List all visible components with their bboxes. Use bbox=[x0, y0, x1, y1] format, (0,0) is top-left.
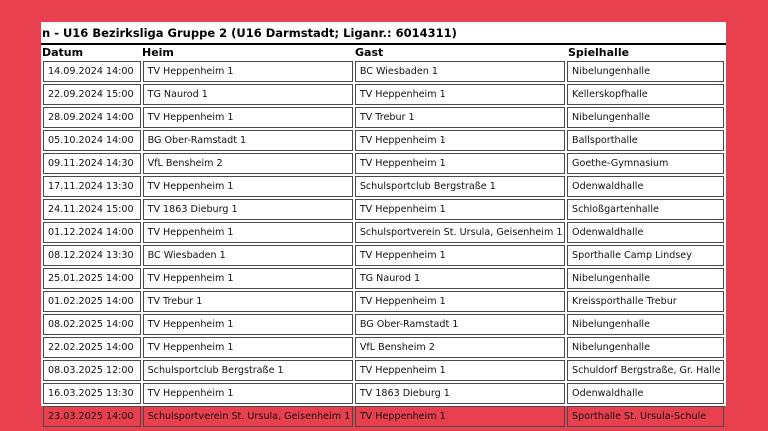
cell-heim: TV Heppenheim 1 bbox=[143, 222, 353, 243]
table-row bbox=[43, 360, 724, 381]
table-row bbox=[43, 337, 724, 358]
fixtures-table bbox=[41, 59, 726, 429]
cell-spielhalle: Sporthalle St. Ursula-Schule bbox=[567, 406, 724, 427]
cell-heim: Schulsportclub Bergstraße 1 bbox=[143, 360, 353, 381]
cell-datum: 08.03.2025 12:00 bbox=[43, 360, 141, 381]
cell-spielhalle: Nibelungenhalle bbox=[567, 314, 724, 335]
cell-heim: TV Heppenheim 1 bbox=[143, 383, 353, 404]
cell-datum: 01.02.2025 14:00 bbox=[43, 291, 141, 312]
cell-spielhalle: Schuldorf Bergstraße, Gr. Halle bbox=[567, 360, 724, 381]
cell-gast: TV Trebur 1 bbox=[355, 107, 565, 128]
table-row bbox=[43, 268, 724, 289]
cell-gast: BG Ober-Ramstadt 1 bbox=[355, 314, 565, 335]
cell-heim: Schulsportverein St. Ursula, Geisenheim 1 bbox=[143, 406, 353, 427]
cell-gast: Schulsportclub Bergstraße 1 bbox=[355, 176, 565, 197]
cell-datum: 23.03.2025 14:00 bbox=[43, 406, 141, 427]
cell-datum: 22.09.2024 15:00 bbox=[43, 84, 141, 105]
cell-datum: 09.11.2024 14:30 bbox=[43, 153, 141, 174]
cell-spielhalle: Nibelungenhalle bbox=[567, 268, 724, 289]
cell-gast: TV Heppenheim 1 bbox=[355, 245, 565, 266]
table-row bbox=[43, 61, 724, 82]
cell-spielhalle: Odenwaldhalle bbox=[567, 176, 724, 197]
table-row bbox=[43, 199, 724, 220]
table-row bbox=[43, 245, 724, 266]
cell-heim: VfL Bensheim 2 bbox=[143, 153, 353, 174]
cell-gast: BC Wiesbaden 1 bbox=[355, 61, 565, 82]
cell-datum: 08.02.2025 14:00 bbox=[43, 314, 141, 335]
cell-spielhalle: Nibelungenhalle bbox=[567, 337, 724, 358]
cell-datum: 25.01.2025 14:00 bbox=[43, 268, 141, 289]
league-title: n - U16 Bezirksliga Gruppe 2 (U16 Darmstadt; Liganr.: 6014311) bbox=[42, 26, 457, 40]
cell-gast: TV 1863 Dieburg 1 bbox=[355, 383, 565, 404]
cell-heim: TV Heppenheim 1 bbox=[143, 61, 353, 82]
cell-datum: 28.09.2024 14:00 bbox=[43, 107, 141, 128]
cell-heim: TV Heppenheim 1 bbox=[143, 176, 353, 197]
cell-gast: TV Heppenheim 1 bbox=[355, 199, 565, 220]
cell-gast: TG Naurod 1 bbox=[355, 268, 565, 289]
cell-datum: 08.12.2024 13:30 bbox=[43, 245, 141, 266]
cell-heim: TV Heppenheim 1 bbox=[143, 107, 353, 128]
column-header-spielhalle: Spielhalle bbox=[568, 46, 630, 59]
column-header-gast: Gast bbox=[355, 46, 384, 59]
cell-spielhalle: Sporthalle Camp Lindsey bbox=[567, 245, 724, 266]
fixtures-body bbox=[43, 61, 724, 427]
cell-datum: 22.02.2025 14:00 bbox=[43, 337, 141, 358]
table-row bbox=[43, 222, 724, 243]
table-row bbox=[43, 84, 724, 105]
cell-spielhalle: Kellerskopfhalle bbox=[567, 84, 724, 105]
cell-spielhalle: Nibelungenhalle bbox=[567, 61, 724, 82]
cell-spielhalle: Nibelungenhalle bbox=[567, 107, 724, 128]
cell-spielhalle: Kreissporthalle Trebur bbox=[567, 291, 724, 312]
table-row bbox=[43, 107, 724, 128]
column-header-heim: Heim bbox=[142, 46, 174, 59]
cell-spielhalle: Odenwaldhalle bbox=[567, 222, 724, 243]
cell-datum: 05.10.2024 14:00 bbox=[43, 130, 141, 151]
cell-spielhalle: Schloßgartenhalle bbox=[567, 199, 724, 220]
table-row bbox=[43, 291, 724, 312]
schedule-panel bbox=[41, 22, 726, 422]
cell-heim: BC Wiesbaden 1 bbox=[143, 245, 353, 266]
cell-gast: TV Heppenheim 1 bbox=[355, 84, 565, 105]
cell-gast: Schulsportverein St. Ursula, Geisenheim 1 bbox=[355, 222, 565, 243]
cell-heim: TV Trebur 1 bbox=[143, 291, 353, 312]
table-row bbox=[43, 383, 724, 404]
table-row bbox=[43, 406, 724, 427]
cell-gast: VfL Bensheim 2 bbox=[355, 337, 565, 358]
cell-datum: 24.11.2024 15:00 bbox=[43, 199, 141, 220]
table-row bbox=[43, 153, 724, 174]
cell-datum: 17.11.2024 13:30 bbox=[43, 176, 141, 197]
cell-gast: TV Heppenheim 1 bbox=[355, 406, 565, 427]
column-header-datum: Datum bbox=[42, 46, 84, 59]
cell-spielhalle: Goethe-Gymnasium bbox=[567, 153, 724, 174]
cell-datum: 16.03.2025 13:30 bbox=[43, 383, 141, 404]
cell-heim: TV Heppenheim 1 bbox=[143, 268, 353, 289]
cell-heim: TG Naurod 1 bbox=[143, 84, 353, 105]
cell-heim: BG Ober-Ramstadt 1 bbox=[143, 130, 353, 151]
cell-gast: TV Heppenheim 1 bbox=[355, 130, 565, 151]
cell-spielhalle: Ballsporthalle bbox=[567, 130, 724, 151]
cell-spielhalle: Odenwaldhalle bbox=[567, 383, 724, 404]
cell-datum: 01.12.2024 14:00 bbox=[43, 222, 141, 243]
cell-datum: 14.09.2024 14:00 bbox=[43, 61, 141, 82]
table-row bbox=[43, 130, 724, 151]
cell-gast: TV Heppenheim 1 bbox=[355, 153, 565, 174]
table-row bbox=[43, 176, 724, 197]
cell-heim: TV Heppenheim 1 bbox=[143, 314, 353, 335]
table-row bbox=[43, 314, 724, 335]
cell-gast: TV Heppenheim 1 bbox=[355, 360, 565, 381]
cell-heim: TV Heppenheim 1 bbox=[143, 337, 353, 358]
cell-gast: TV Heppenheim 1 bbox=[355, 291, 565, 312]
cell-heim: TV 1863 Dieburg 1 bbox=[143, 199, 353, 220]
